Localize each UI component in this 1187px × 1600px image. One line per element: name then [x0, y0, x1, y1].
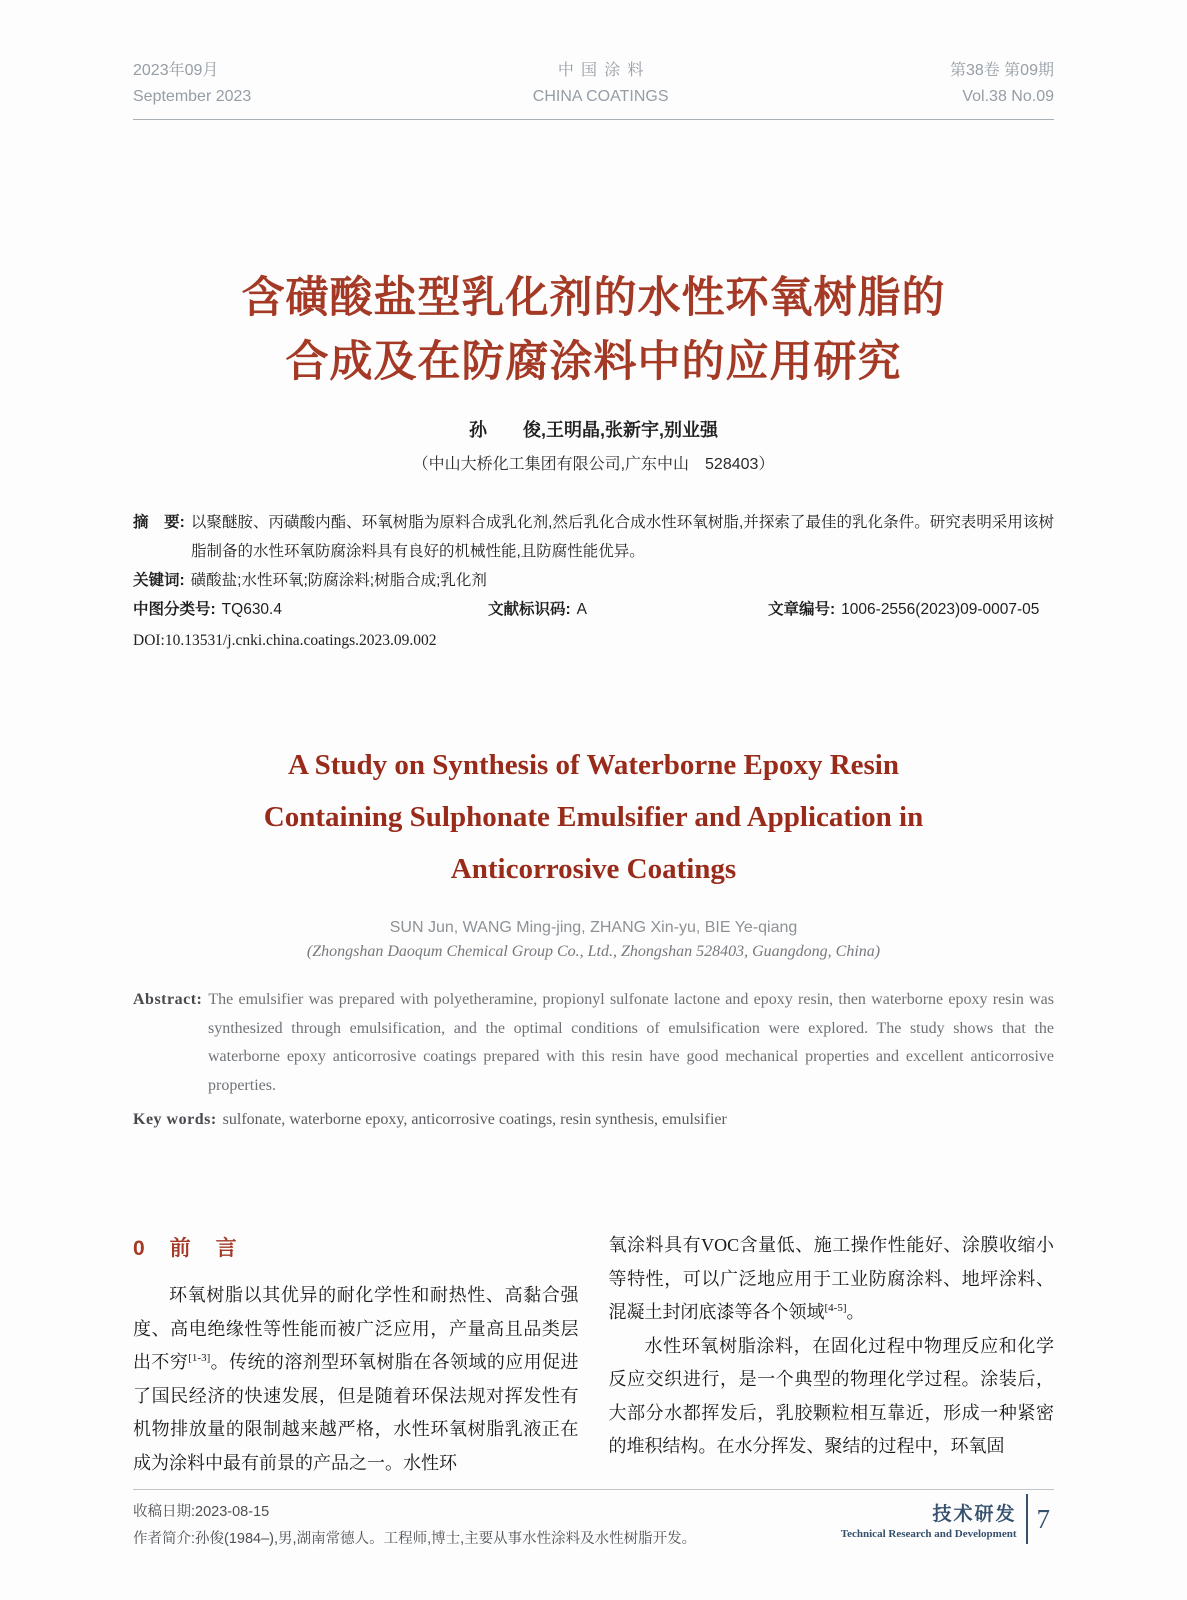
article-title-en-line3: Anticorrosive Coatings: [450, 853, 737, 885]
article-title-en: [133, 739, 1054, 895]
abstract-en: [133, 986, 1054, 1100]
journal-name-en: CHINA COATINGS: [532, 88, 669, 105]
body-column-left: [133, 1229, 579, 1480]
authors-zh: 孙 俊,王明晶,张新宇,别业强: [468, 420, 718, 440]
keywords-zh-label: 关键词:: [133, 572, 185, 589]
article-title-zh-line2: 合成及在防腐涂料中的应用研究: [285, 338, 902, 386]
body-paragraph: [609, 1229, 1055, 1330]
keywords-en-label: Key words:: [133, 1111, 217, 1128]
article-title-en-line2: Containing Sulphonate Emulsifier and Application in: [263, 801, 924, 833]
section-badge-text: [841, 1499, 1017, 1540]
clc-number: [133, 595, 488, 624]
classification-row: [133, 595, 1054, 624]
section-badge-zh: 技术研发: [932, 1503, 1017, 1525]
issue-date-en: September 2023: [133, 88, 252, 105]
abstract-zh: [133, 508, 1054, 566]
section-badge: [841, 1494, 1050, 1544]
keywords-en-text: sulfonate, waterborne epoxy, anticorrosive coatings, resin synthesis, emulsifier: [222, 1111, 727, 1128]
received-date-value: 2023-08-15: [195, 1504, 270, 1520]
body-paragraph: [609, 1330, 1055, 1464]
abstract-en-text: The emulsifier was prepared with polyetheramine, propionyl sulfonate lactone and epoxy resin, then waterborne epoxy resin was synthesized through emulsification, and the optimal conditions of emulsification were explored. The study shows that the waterborne epoxy anticorrosive coatings prepared with this resin have good mechanical properties and excellent anticorrosive properties.: [208, 991, 1054, 1094]
citation-ref: [4-5]: [824, 1302, 847, 1314]
running-head: [133, 0, 1054, 120]
document-code-value: A: [576, 601, 588, 618]
keywords-zh: [133, 566, 1054, 595]
clc-value: TQ630.4: [221, 601, 282, 618]
body-column-right: [609, 1229, 1055, 1480]
meta-zh: [133, 508, 1054, 655]
doi: DOI:10.13531/j.cnki.china.coatings.2023.09.002: [133, 632, 437, 649]
keywords-zh-text: 磺酸盐;水性环氧;防腐涂料;树脂合成;乳化剂: [190, 572, 487, 589]
section-badge-en: Technical Research and Development: [840, 1527, 1017, 1540]
running-head-volume: [950, 58, 1054, 110]
article-id-value: 1006-2556(2023)09-0007-05: [841, 601, 1040, 618]
author-bio-value: 孙俊(1984–),男,湖南常德人。工程师,博士,主要从事水性涂料及水性树脂开发。: [195, 1531, 697, 1547]
page-number: 7: [1036, 1503, 1050, 1534]
article-id: [768, 595, 1054, 624]
affiliation-en: (Zhongshan Daoqum Chemical Group Co., Ltd., Zhongshan 528403, Guangdong, China): [306, 943, 881, 960]
clc-label: 中图分类号:: [133, 601, 216, 618]
article-title-zh: [133, 266, 1054, 394]
running-head-date: [133, 58, 251, 110]
section-heading: 0 前 言: [133, 1237, 239, 1260]
badge-divider: [1026, 1494, 1028, 1544]
issue-date-zh: 2023年09月: [133, 62, 219, 79]
body-right-p1-cont: 。: [846, 1302, 865, 1322]
document-code: [488, 595, 768, 624]
author-bio-label: 作者简介:: [133, 1531, 196, 1547]
keywords-en: [133, 1111, 1054, 1129]
volume-issue-en: Vol.38 No.09: [962, 88, 1054, 105]
affiliation-zh: （中山大桥化工集团有限公司,广东中山 528403）: [412, 456, 775, 473]
document-code-label: 文献标识码:: [488, 601, 571, 618]
article-title-en-line1: A Study on Synthesis of Waterborne Epoxy Resin: [288, 749, 899, 781]
running-head-journal: [533, 58, 669, 110]
abstract-zh-label: 摘 要:: [133, 514, 185, 531]
journal-name-zh: 中国涂料: [557, 62, 651, 79]
citation-ref: [1-3]: [188, 1352, 211, 1364]
received-date-label: 收稿日期:: [133, 1504, 196, 1520]
body-left-p1-text: 环氧树脂以其优异的耐化学性和耐热性、高黏合强度、高电绝缘性等性能而被广泛应用，产量高且品类层出不穷: [133, 1285, 579, 1372]
volume-issue-zh: 第38卷 第09期: [949, 62, 1054, 79]
body-right-p2-text: 水性环氧树脂涂料，在固化过程中物理反应和化学反应交织进行，是一个典型的物理化学过程。涂装后，大部分水都挥发后，乳胶颗粒相互靠近，形成一种紧密的堆积结构。在水分挥发、聚结的过程中，环氧固: [608, 1335, 1054, 1456]
body-columns: [133, 1229, 1054, 1480]
body-left-p1-cont: 。传统的溶剂型环氧树脂在各领域的应用促进了国民经济的快速发展，但是随着环保法规对挥发性有机物排放量的限制越来越严格，水性环氧树脂乳液正在成为涂料中最有前景的产品之一。水性环: [133, 1352, 579, 1473]
article-title-zh-line1: 含磺酸盐型乳化剂的水性环氧树脂的: [241, 274, 946, 322]
abstract-en-label: Abstract:: [133, 991, 203, 1008]
article-id-label: 文章编号:: [768, 601, 836, 618]
authors-en: SUN Jun, WANG Ming-jing, ZHANG Xin-yu, BIE Ye-qiang: [389, 919, 798, 936]
body-paragraph: [133, 1279, 579, 1480]
body-right-p1-text: 氧涂料具有VOC含量低、施工操作性能好、涂膜收缩小等特性，可以广泛地应用于工业防腐涂料、地坪涂料、混凝土封闭底漆等各个领域: [608, 1235, 1054, 1322]
abstract-zh-text: 以聚醚胺、丙磺酸内酯、环氧树脂为原料合成乳化剂,然后乳化合成水性环氧树脂,并探索了最佳的乳化条件。研究表明采用该树脂制备的水性环氧防腐涂料具有良好的机械性能,且防腐性能优异。: [190, 514, 1054, 560]
